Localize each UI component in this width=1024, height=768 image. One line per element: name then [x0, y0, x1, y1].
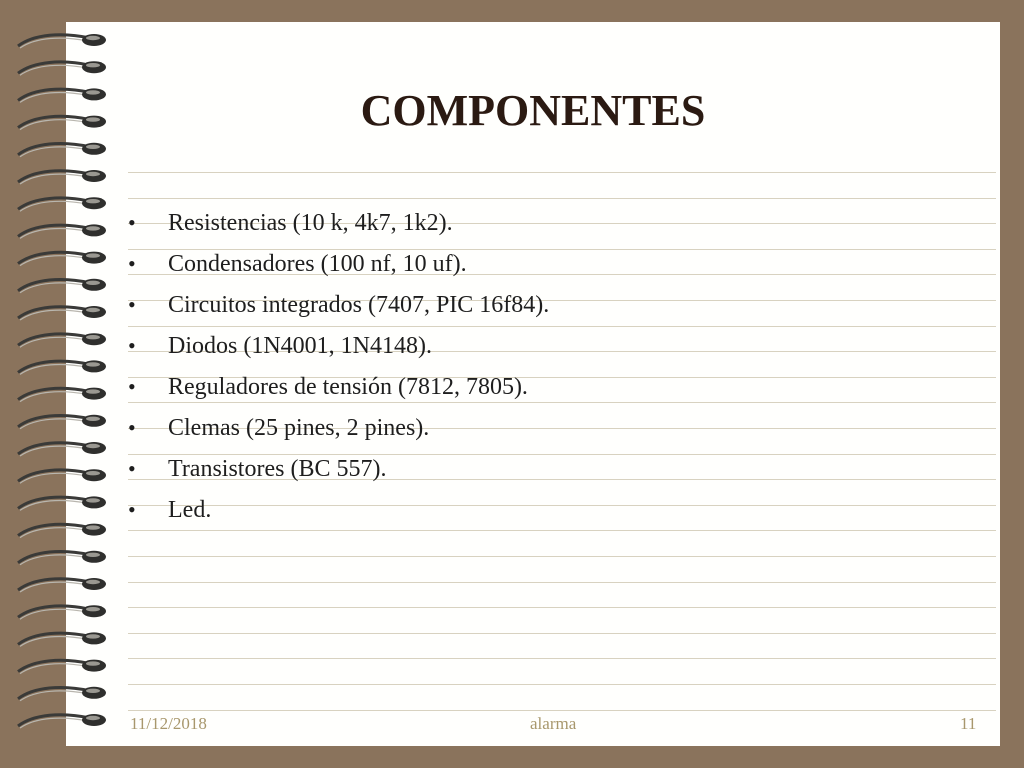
list-item: [128, 448, 549, 489]
ruled-line: [128, 556, 996, 557]
component-list: [128, 202, 549, 530]
bullet-icon: •: [128, 415, 136, 440]
list-item: [128, 366, 549, 407]
list-item-text: Condensadores (100 nf, 10 uf).: [168, 251, 467, 277]
spiral-coil: [18, 333, 106, 347]
list-item-text: Reguladores de tensión (7812, 7805).: [168, 374, 528, 400]
ruled-line: [128, 684, 996, 685]
spiral-coil: [18, 578, 106, 592]
spiral-coil: [18, 306, 106, 320]
spiral-coil: [18, 632, 106, 646]
list-item-text: Resistencias (10 k, 4k7, 1k2).: [168, 210, 453, 236]
bullet-icon: •: [128, 333, 136, 358]
list-item: [128, 202, 549, 243]
ruled-line: [128, 198, 996, 199]
list-item-text: Diodos (1N4001, 1N4148).: [168, 333, 432, 359]
spiral-coil: [18, 687, 106, 701]
spiral-coil: [18, 469, 106, 483]
spiral-coil: [18, 34, 106, 48]
ruled-line: [128, 530, 996, 531]
list-item: [128, 489, 549, 530]
bullet-icon: •: [128, 456, 136, 481]
list-item: [128, 407, 549, 448]
spiral-coil: [18, 388, 106, 402]
ruled-line: [128, 633, 996, 634]
spiral-coil: [18, 524, 106, 538]
spiral-coil: [18, 197, 106, 211]
list-item-text: Clemas (25 pines, 2 pines).: [168, 415, 430, 441]
ruled-line: [128, 658, 996, 659]
bullet-icon: •: [128, 210, 136, 235]
ruled-line: [128, 172, 996, 173]
spiral-coil: [18, 605, 106, 619]
spiral-coil: [18, 714, 106, 728]
page-number: 11: [960, 714, 977, 733]
spiral-coil: [18, 61, 106, 75]
list-item-text: Transistores (BC 557).: [168, 456, 387, 482]
spiral-coil: [18, 143, 106, 157]
spiral-coil: [18, 170, 106, 184]
ruled-line: [128, 582, 996, 583]
bullet-icon: •: [128, 292, 136, 317]
spiral-coil: [18, 442, 106, 456]
spiral-coil: [18, 360, 106, 374]
bullet-icon: •: [128, 374, 136, 399]
list-item-text: Circuitos integrados (7407, PIC 16f84).: [168, 292, 550, 318]
bullet-icon: •: [128, 497, 136, 522]
list-item: [128, 325, 549, 366]
slide-title: COMPONENTES: [360, 86, 706, 135]
footer-title: alarma: [530, 714, 577, 733]
bullet-icon: •: [128, 251, 136, 276]
footer-date: 11/12/2018: [130, 714, 207, 733]
ruled-line: [128, 710, 996, 711]
spiral-coil: [18, 496, 106, 510]
spiral-coil: [18, 660, 106, 674]
spiral-coil: [18, 551, 106, 565]
spiral-coil: [18, 252, 106, 266]
spiral-coil: [18, 279, 106, 293]
list-item: [128, 243, 549, 284]
spiral-coil: [18, 415, 106, 429]
spiral-coil: [18, 224, 106, 238]
list-item-text: Led.: [168, 497, 212, 523]
list-item: [128, 284, 549, 325]
ruled-line: [128, 607, 996, 608]
